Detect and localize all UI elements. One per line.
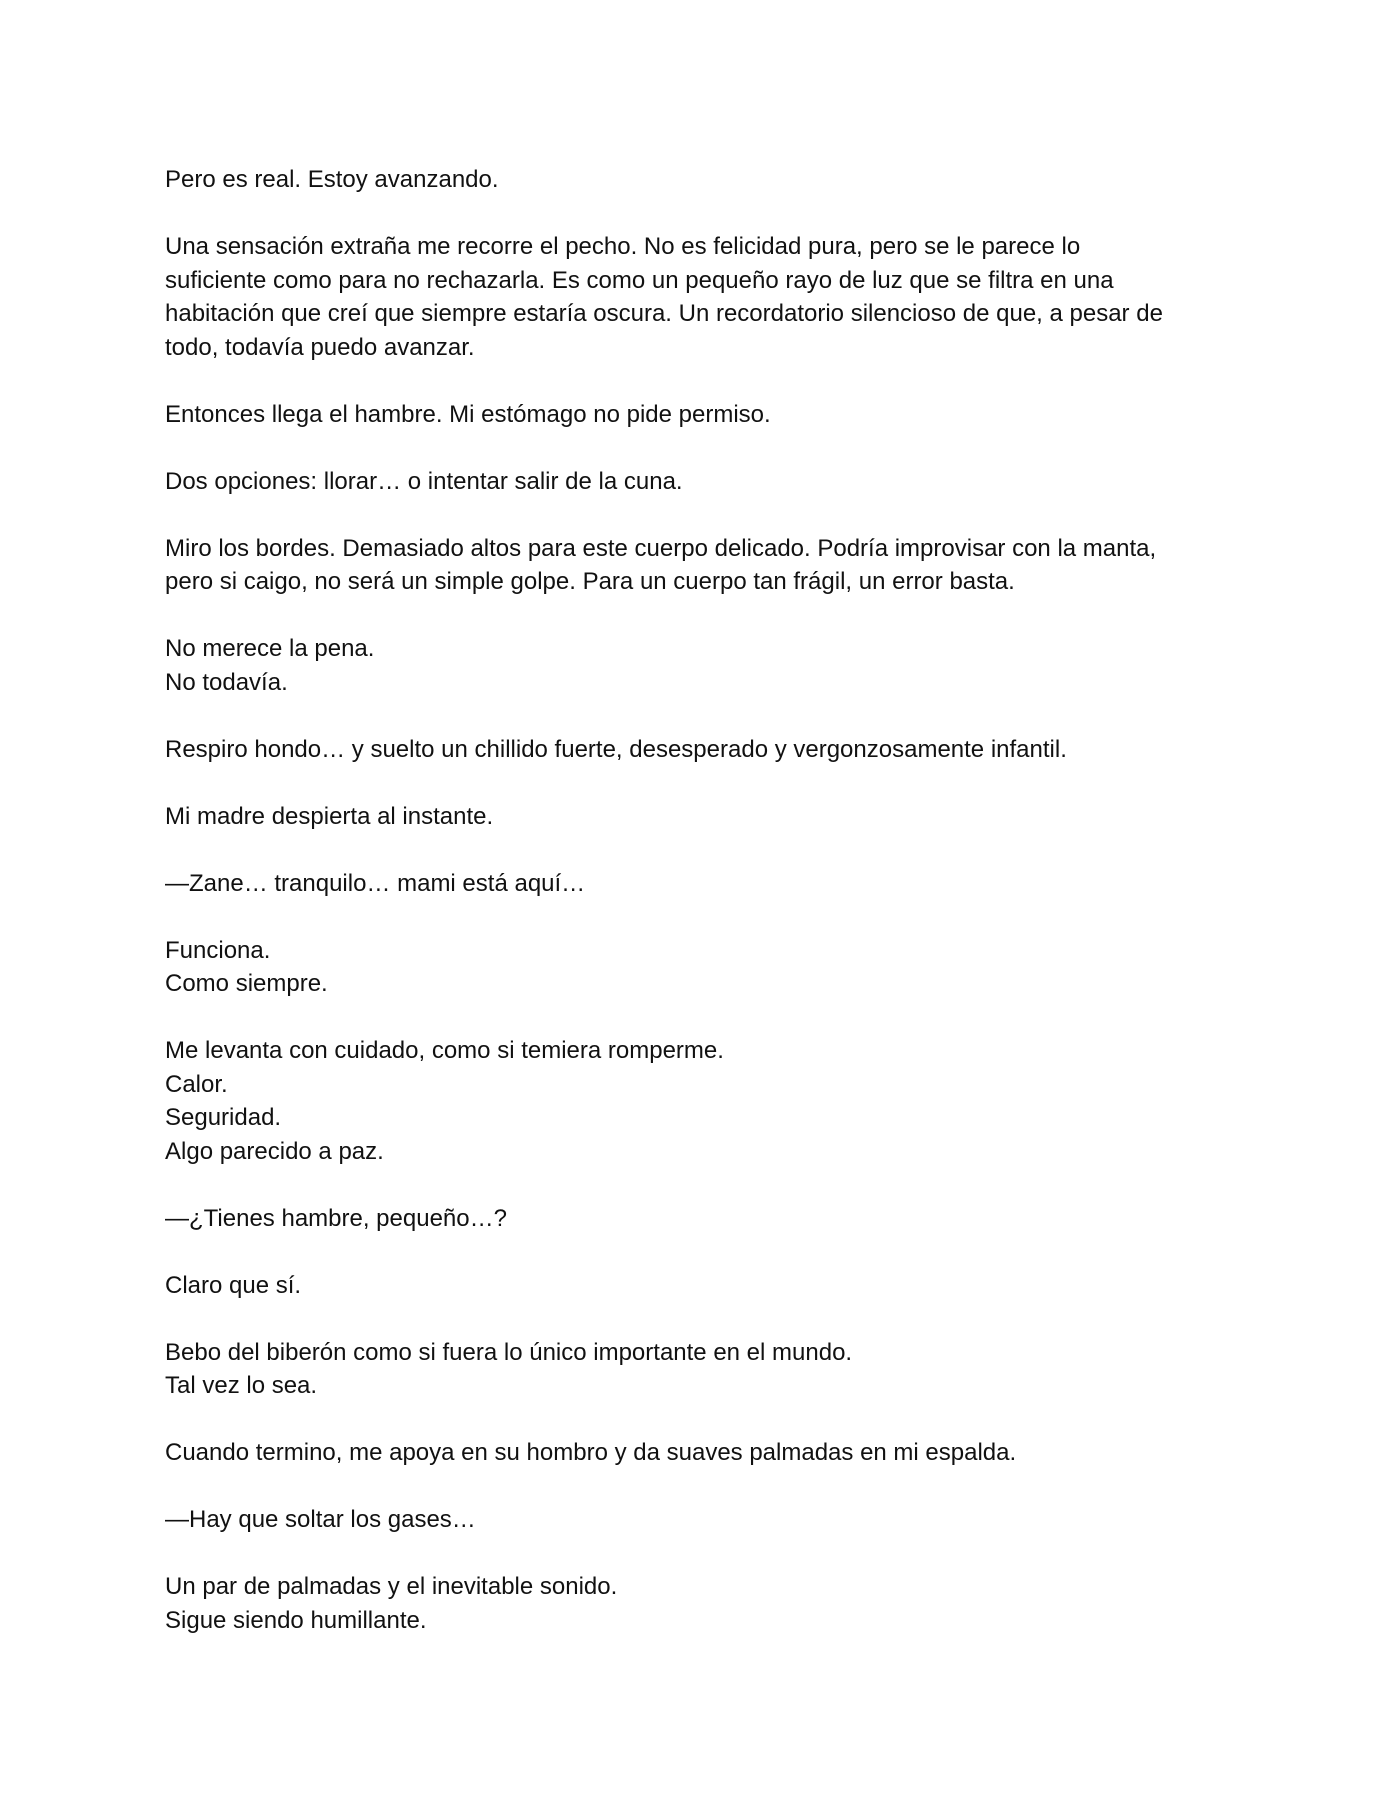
paragraph [165,398,1235,432]
paragraph [165,1034,1235,1168]
text-line: habitación que creí que siempre estaría oscura. Un recordatorio silencioso de que, a pesar de [165,300,1163,327]
text-line: Me levanta con cuidado, como si temiera romperme. [165,1037,724,1064]
text-line: Entonces llega el hambre. Mi estómago no pide permiso. [165,400,771,428]
text-line: Como siempre. [165,970,328,997]
text-line: Miro los bordes. Demasiado altos para este cuerpo delicado. Podría improvisar con la manta, [165,534,1157,562]
text-line: Cuando termino, me apoya en su hombro y da suaves palmadas en mi espalda. [165,1439,1017,1466]
document-body [165,163,1235,1637]
text-line: Calor. [165,1070,228,1098]
paragraph [165,632,1235,699]
text-line: —¿Tienes hambre, pequeño…? [165,1204,507,1232]
text-line: Una sensación extraña me recorre el pecho. No es felicidad pura, pero se le parece lo [165,233,1081,260]
text-line: No merece la pena. [165,635,375,662]
text-line: —Zane… tranquilo… mami está aquí… [165,869,586,897]
text-line: Dos opciones: llorar… o intentar salir de la cuna. [165,467,683,495]
text-line: Pero es real. Estoy avanzando. [165,166,499,193]
text-line: Funciona. [165,936,271,964]
paragraph [165,465,1235,499]
text-line: Sigue siendo humillante. [165,1606,427,1634]
paragraph [165,230,1235,364]
paragraph [165,934,1235,1001]
text-line: Un par de palmadas y el inevitable sonido. [165,1573,618,1600]
text-line: Seguridad. [165,1104,282,1131]
paragraph [165,1202,1235,1236]
text-line: —Hay que soltar los gases… [165,1506,476,1533]
text-line: Respiro hondo… y suelto un chillido fuerte, desesperado y vergonzosamente infantil. [165,735,1067,763]
text-line: Tal vez lo sea. [165,1372,318,1399]
paragraph [165,1269,1235,1303]
text-line: No todavía. [165,668,288,696]
paragraph [165,1570,1235,1637]
paragraph [165,1503,1235,1537]
text-line: suficiente como para no rechazarla. Es como un pequeño rayo de luz que se filtra en una [165,266,1114,294]
text-line: pero si caigo, no será un simple golpe. Para un cuerpo tan frágil, un error basta. [165,568,1015,595]
paragraph [165,800,1235,834]
text-line: Algo parecido a paz. [165,1137,384,1165]
text-line: Mi madre despierta al instante. [165,802,494,830]
paragraph [165,532,1235,599]
paragraph [165,163,1235,197]
paragraph [165,1436,1235,1470]
text-line: Claro que sí. [165,1271,302,1299]
paragraph [165,1336,1235,1403]
text-line: todo, todavía puedo avanzar. [165,333,475,361]
paragraph [165,867,1235,901]
paragraph [165,733,1235,767]
text-line: Bebo del biberón como si fuera lo único importante en el mundo. [165,1338,853,1366]
